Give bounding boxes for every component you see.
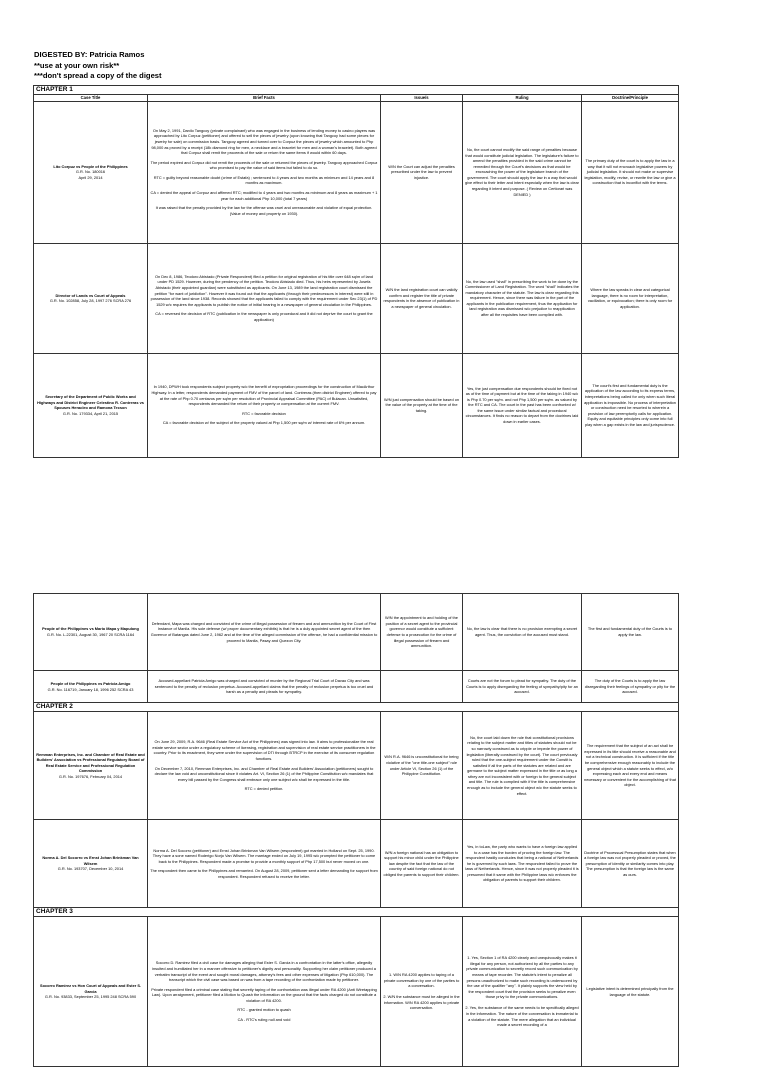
column-header: Case Title: [34, 95, 148, 102]
doctrine-cell: The first and fundamental duty of the Courts is to apply the law.: [582, 594, 679, 671]
brief-facts-paragraph: On Dec 8, 1986, Teodoro Abistado (Private Respondent) filed a petition for original registration of his title over 648 sq/m of land under PD 1529. However, during the pendency of the petition. Teodoro Abistado died. Thus, his heirs represented by Josefa Abistado (their appointed guardian) were substituted as applicants. On June 13, 1989 the land registration court dismissed the petition "for want of juridiction". However it was found out that the applicants (through their predecessors in interest) were still in possession of the land since 1938. Records showed that the applicants failed to comply with the requirement under Sec 23(1) of PD 1529 w/c requires the applicants to publish the notice of initial hearing in a newspaper of general circulation in the Philippines.: [150, 273, 378, 307]
doctrine-cell: Doctrine of Processual Presumption states that when a foreign law was not properly pleaded or proved, the presumption of identity or similarity comes into play. The presumption is that the foreign law is the same as ours.: [582, 820, 679, 908]
brief-facts-paragraph: The respondent then came to the Philippines and remarried. On August 28, 2009, petitioner sent a letter demanding for support from respondent. Respondent refused to receive the letter.: [150, 868, 378, 879]
chapter-heading: CHAPTER 1: [34, 86, 679, 95]
brief-facts-paragraph: CA = favorable decision w/ the subject of the property valued at Php 1,500 per sq/m w/ interest rate of 6% per annum.: [162, 420, 366, 426]
case-title-cell: [34, 243, 148, 353]
case-row: [34, 671, 679, 703]
column-header: Brief Facts: [148, 95, 381, 102]
brief-facts-paragraph: CA = denied the appeal of Corpuz and affirmed RTC; modified to 4 years and two months as minimum and 8 years as maximum + 1 year for each additional Php 10,000 (total 7 years): [150, 190, 378, 201]
brief-facts-paragraph: The period expired and Corpuz did not remit the proceeds of the sale or returned the pieces of jewelry. Tangcoy approached Corpuz who promised to pay the value of said items but failed to do so.: [150, 159, 378, 171]
doctrine-cell: Legislative intent is determined principally from the language of the statute.: [582, 917, 679, 1067]
brief-facts-paragraph: On June 29, 2009, R.A. 9646 (Real Estate Service Act of the Philippines) was signed into law. It aims to professionalize the real estate service sector under a regulatory scheme of licensing, registration and supervision of real estate service practitioners in the country. Prior to its enactment, they were under the supervision of DTI through BTRCP in the exercise of its consumer regulation functions.: [152, 739, 376, 761]
brief-facts-paragraph: RTC = denied petition.: [244, 786, 284, 792]
brief-facts-paragraph: Norma A. Del Socorro (petitioner) and Ernst Johan Brinkman Van Wilsem (respondent) got married in Holland on Sept. 25, 1990. They have a sone named Roderigo Norjo Van Wilsem. The marriage ended on July 19, 1995 w/c prompted the petitioner to come back to the Philippines. Respondent made a promise to provide a monthly support of Php 17,500 but never moved on one.: [152, 847, 376, 864]
case-citation: G.R. No. 197676, February 04, 2014: [58, 773, 123, 779]
doctrine-cell: The primary duty of the court is to apply the law in a way that it will not encroach legislative powers by judicial legislation. It should not make or supervise legislation, modify, revise, or rewrite the law or give a construction that is inconflict with the terms.: [582, 101, 679, 243]
case-row: [34, 820, 679, 908]
brief-facts-cell: [148, 594, 381, 671]
brief-facts-cell: [148, 243, 381, 353]
case-title: People of the Philippines vs Patricia Amigo: [50, 680, 131, 686]
case-row: [34, 594, 679, 671]
brief-facts-paragraph: Private respondent filed a criminal case stating that secretly taping of the confrontation was illegal under RA 4200 (Anti Wiretapping Law). Upon arraignment, petitioner filed a Motion to Quash the information on the ground that the facts charged do not constitute a violation of RA 4200.: [151, 986, 377, 1003]
column-header: Doctrine/Principle: [582, 95, 679, 102]
case-title: Director of Lands vs Court of Appeals: [55, 292, 126, 298]
digested-by: DIGESTED BY: Patricia Ramos: [34, 50, 145, 59]
issue-cell: W/N the Court can adjust the penalties prescribed under the law to prevent injustice.: [381, 101, 463, 243]
ruling-cell: No, the law used "shall" in prescribing the work to be done by the Commissioner of Land Registration. The word "shall" indicates the mandatory character of the statute. The law is clear regarding this requirement. Hence, since there was failure in the part of the applicants in the publication requirement, thus the application for land registration was dismissed w/o prejudice to reapplication after all the requisites have been complied with.: [463, 243, 582, 353]
brief-facts-cell: [148, 353, 381, 457]
case-citation: G.R. No. 193707, December 10, 2014: [57, 866, 124, 872]
case-title-cell: [34, 712, 148, 820]
doctrine-cell: The duty of the Courts is to apply the law disregarding their feelings of sympathy or pity for the accused.: [582, 671, 679, 703]
issue-cell: W/N the appointment to and holding of the position of a secret agent to the provincial governor would constitute a sufficient defense to a prosecution for the crime of illegal possession of firearm and ammunition.: [381, 594, 463, 671]
digest-table-2: [33, 593, 679, 1067]
case-citation: G.R. No. 180016 April 29, 2014: [75, 169, 106, 180]
chapter-row: [34, 908, 679, 917]
brief-facts-cell: [148, 712, 381, 820]
case-title: Lito Corpuz vs People of the Philippines: [53, 163, 128, 169]
issue-cell: W/N a foreign national has an obligation to support his minor child under the Philippine law despite the fact that the law of the country of said foreign national do not obliged the parents to support their children.: [381, 820, 463, 908]
case-row: [34, 353, 679, 457]
case-title-cell: [34, 353, 148, 457]
brief-facts-cell: [148, 101, 381, 243]
ruling-cell: Courts are not the forum to plead for sympathy. The duty of the Courts is to apply disregarding the feeling of sympathy/pity for an accused.: [463, 671, 582, 703]
issue-cell: W/N R.A. 9646 is unconstitutional for being violative of the "one title-one subject" rule under Article VI, Section 26 (1) of the Philippine Constitution.: [381, 712, 463, 820]
case-title-cell: [34, 101, 148, 243]
case-row: [34, 712, 679, 820]
brief-facts-paragraph: Accused-appellant Patricia Amigo was charged and convicted of murder by the Regional Trial Court of Davao City and was sentenced to the penalty of reclusion perpetua. Accused-appellant claims that the penalty of reclusion perpetua is too cruel and harsh as a penalty and pleads for sympathy.: [154, 678, 374, 695]
case-title-cell: [34, 671, 148, 703]
brief-facts-paragraph: Socorro D. Ramirez filed a civil case for damages alleging that Ester S. Garcia in a confrontation in the latter's office, allegedly insulted and humiliated her in a manner offensive to petitioner's dignity and personality. Supporting her claim petitioner produced a verbatim transcript of the event and sought moral damages, attorney's fees and other expenses of litigation (Php 610,000). The transcript which the civil case was based on was from a tape recording of the confrontation made by petitioner.: [152, 960, 376, 983]
warning-line-1: **use at your own risk**: [34, 60, 120, 70]
column-header: Issue/s: [381, 95, 463, 102]
brief-facts-paragraph: In 1940, DPWH took respondents subject property w/o the benefit of expropriation proceedings for the construction of MacArthur Highway. In a letter, respondents demanded payment of FMV of the parcel of land. Contreras (then district Engineer) offered to pay at the rate of Php 0.70 centavos per sq/m per resolution of Provincial Appraisal Committee (PAC) of Bulacan. Unsatisfied, respondents demanded the return of their property or compensation at the current FMV.: [151, 384, 377, 407]
doctrine-cell: Where the law speaks in clear and categorical language, there is no room for interpretation, vacillation, or equivocation; there is only room for application.: [582, 243, 679, 353]
case-title-cell: [34, 820, 148, 908]
brief-facts-paragraph: On December 7, 2010, Remman Enterprises, Inc. and Chamber of Real Estate and Builders' Association (petitioners) sought to declare the law void and unconstitutional since it violates Art. VI, Section 26 (1) of the Philippine Constitution w/c mandates that every bill passed by the Congress shall embrace only one subject w/c shall be expressed in the title.: [154, 765, 374, 782]
ruling-cell: Yes, the just compensation due respondents should be fixed not as of the time of payment but at the time of the taking in 1940 w/c is Php 0.70 per sq/m. and not Php 1,500 per sq/m. as valued by the RTC and CA. The court in the past has been confronted w/ the same issue under similar factual and procedural circumstances. It finds no reason to depart from the doctrines laid down in earlier cases.: [463, 353, 582, 457]
case-citation: G.R. No. L-22301, August 30, 1967 20 SCRA 1164: [46, 632, 135, 637]
issue-cell: W/N just compensation should be based on the value of the property at the time of the taking.: [381, 353, 463, 457]
brief-facts-cell: [148, 671, 381, 703]
case-title-cell: [34, 594, 148, 671]
case-row: [34, 101, 679, 243]
case-title: Secretary of the Department of Public Works and Highways and District Engineer Celestino R. Contreras vs Spouses Heracleo and Ramona Tecson: [37, 393, 144, 411]
warning-line-2: ***don't spread a copy of the digest: [34, 71, 162, 80]
case-title: Socorro Ramirez vs Hon Court of Appeals and Ester S. Garcia: [39, 983, 142, 994]
case-citation: G.R. No. 179334, April 21, 2015: [62, 410, 119, 416]
doctrine-cell: The court's first and fundamental duty is the application of the law according to its express terms, interpretations being called for only when such literal application is impossible. No process of interpretation or construction need be resorted to wherein a provision of law peremptorily calls for application. Equity and equitable principles only come into full play when a gap exists in the law and jurisprudence.: [582, 353, 679, 457]
chapter-heading: CHAPTER 3: [34, 908, 679, 917]
issue-cell: [381, 671, 463, 703]
case-row: [34, 917, 679, 1067]
brief-facts-paragraph: RTC = favorable decision: [242, 410, 286, 416]
case-title-cell: [34, 917, 148, 1067]
brief-facts-paragraph: CA - RTC's ruling null and void: [237, 1017, 291, 1023]
case-title: Norma A. Del Socorro vs Ernst Johan Brinkman Van Wilsem: [42, 855, 139, 866]
ruling-cell: No, the court cannot modify the said range of penalties because that would constitute judicial legislation. The legislature's failure to amend the penalties provided in the said crime cannot be remedied through the Court's decisions as that would be encroaching the power of the legislature branch of the government. The court should apply the law in a way that would give effect to their letter and intent especially when the law is clear regarding it intent and purpose. ( Review on Certiorari was DENIED ): [463, 101, 582, 243]
issue-cell: 1. W/N RA 4200 applies to taping of a private conversation by one of the parties to a conversation. 2. W/N the substance must be alleged in the information. W/N RA 4200 applies to private conversation.: [381, 917, 463, 1067]
case-citation: G.R. No. 116719, January 18, 1996 252 SCRA 43: [47, 686, 134, 692]
chapter-row: [34, 703, 679, 712]
brief-facts-paragraph: RTC = guilty beyond reasonable doubt (crime of Estafa) ; sentenced to 4 years and two months as minimum and 14 years and 8 months as maximum.: [153, 174, 375, 186]
digest-header: [34, 50, 162, 82]
brief-facts-paragraph: RTC - granted motion to quash: [237, 1007, 291, 1013]
brief-facts-paragraph: On May 2, 1991, Danilo Tangcoy (private complainant) who was engaged in the business of lending money to casino players was approached by Lito Corpuz (petitioner) and offered to sell the pieces of jewelry (upon knowing that Tangcoy had some pieces for jewelry for sale) on commission basis. Tangcoy agreed and turned over to Corpuz the pieces of jewelry which amounted to Php 98,000 as proved by a receipt (18k diamond ring for men, a necklace and a bracelet for men and a woman's bracelet). Both agreed that Corpuz shall remit the proceeds of the sale or return the same items if would within 60 days.: [151, 127, 377, 156]
ruling-cell: 1. Yes, Section 1 of RA 4200 clearly and unequivocally makes it illegal for any person, not authorized by all the parties to any private communication to secretly record such communication by means of tape recorder. The statute's intent to penalize all persons unauthorized to make such recording is underscored by the use of the qualifier "any". It plainly supports the view held by the respondent court that the provision seeks to penalize even those privy to the private communications. 2. Yes, the substance of the same needs to be specifically alleged in the information. The nature of the conversation is immaterial to a violation of the statute. The mere allegation that an individual made a secret recording of a: [463, 917, 582, 1067]
ruling-cell: Yes, in toLaw, the party who wants to have a foreign law applied to a case has the burden of proving the foreign law. The respondent hastily concludes that being a national of Netherlands he is governed by such laws. The respondent failed to prove the laws of Netherlands. Hence, since it was not properly pleaded it is presumed that it same with the Philippine laws w/c enforces the obligation of parents to support their children.: [463, 820, 582, 908]
brief-facts-cell: [148, 820, 381, 908]
case-citation: G.R. No. 93833, September 25, 1995 248 SCRA 590: [44, 994, 137, 1000]
doctrine-cell: The requirement that the subject of an act shall be expressed in its title should receive a reasonable and not a technical construction. It is sufficient if the title be comprehensive enough reasonably to include the general object which a statute seeks to effect, w/o expressing each and every end and means necessary or convenient for the accomplishing of that object.: [582, 712, 679, 820]
chapter-row: [34, 86, 679, 95]
column-header: Ruling: [463, 95, 582, 102]
ruling-cell: No, the law is clear that there is no provision exempting a secret agent. Thus, the conviction of the accused must stand.: [463, 594, 582, 671]
case-title: Remman Enterprises, Inc. and Chamber of Real Estate and Builders' Association vs Professional Regulatory Board of Real Estate Service and Professional Regulation Commission: [36, 751, 145, 774]
ruling-cell: No, the court laid down the rule that constitutional provisions relating to the subject matter and titles of statutes should not be so narrowly construed as to cripple or impede the power of legislation (liberally construed by the court). The court previously ruled that the one-subject requirement under the Constit is satisfied if all the parts of the statutes are related and are germane to the subject matter expressed in the title or as long a sthey are not inconsistent with or foreign to the general subject and title. The rule is complied with if the title is comprehensive enough as to include the general object w/c the statute seeks to effect.: [463, 712, 582, 820]
case-citation: G.R. No. 102858, July 28, 1997 276 SCRA 276: [49, 298, 132, 304]
digest-table-1: [33, 85, 679, 458]
issue-cell: W/N the land registration court can validly confirm and register the title of private respondents in the absence of publication in a newspaper of general circulation.: [381, 243, 463, 353]
chapter-heading: CHAPTER 2: [34, 703, 679, 712]
brief-facts-paragraph: CA = reversed the decision of RTC (publication in the newspaper is only procedural and it did not deprive the court to grant the application): [155, 311, 373, 322]
case-row: [34, 243, 679, 353]
case-title: People of the Philippines vs Mario Mapa y Mapulong: [42, 626, 139, 632]
brief-facts-paragraph: It was raised that the penalty provided by the law for the offense was cruel and unreasonable and violative of equal protection. (Value of money and property on 1930).: [155, 205, 373, 216]
brief-facts-paragraph: Defendant, Mapa was charged and convicted of the crime of illegal possession of firearm and and ammunition by the Court of First Instance of Manila. His sole defense (w/ proper documentary exhibits) is that he is a duly appointed secret agent of the then Governor of Batangas dated June 2, 1962 and at the time of the alleged commission of the offense, he had a confidential mission to proceed to Manila, Pasay and Quezon City.: [150, 620, 378, 643]
column-header-row: [34, 95, 679, 102]
brief-facts-cell: [148, 917, 381, 1067]
